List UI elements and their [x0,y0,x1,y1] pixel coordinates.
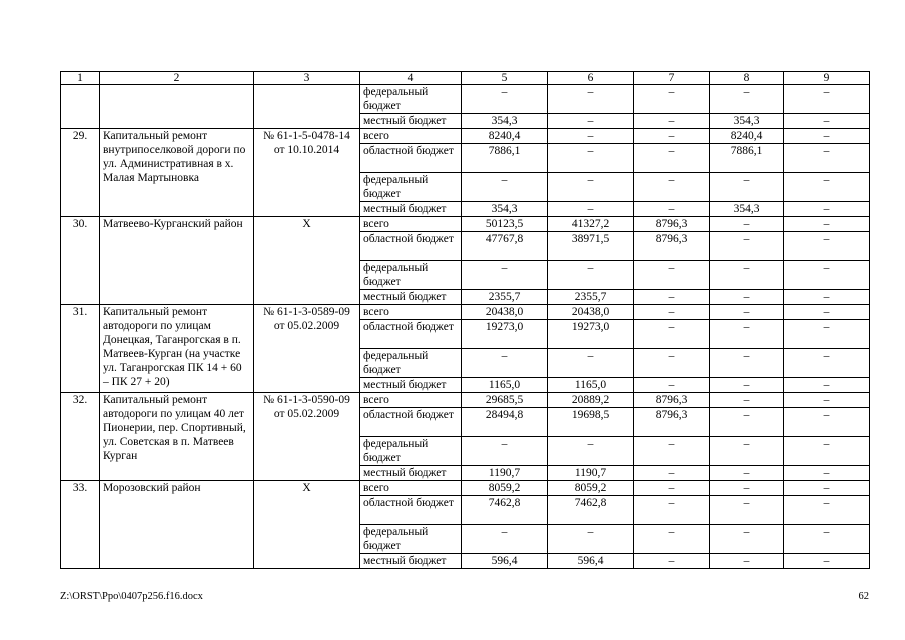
document-cell: Х [254,217,360,305]
value-cell: – [634,349,710,378]
number-cell: 29. [61,129,100,217]
value-cell: – [462,437,548,466]
funding-source-cell: областной бюджет [360,144,462,173]
value-cell: 20438,0 [462,305,548,320]
column-header: 1 [61,72,100,85]
value-cell: – [634,437,710,466]
funding-source-cell: областной бюджет [360,232,462,261]
value-cell: – [634,144,710,173]
value-cell: 8796,3 [634,232,710,261]
footer-page-number: 62 [858,591,869,602]
object-name-cell [100,85,254,129]
value-cell: – [634,290,710,305]
value-cell: – [634,320,710,349]
document-cell: № 61-1-3-0589-09 от 05.02.2009 [254,305,360,393]
value-cell: – [634,305,710,320]
value-cell: – [710,554,784,569]
value-cell: – [634,173,710,202]
value-cell: – [784,202,870,217]
funding-source-cell: местный бюджет [360,202,462,217]
table-row [61,217,870,232]
value-cell: 19273,0 [462,320,548,349]
value-cell: 19698,5 [548,408,634,437]
value-cell: 29685,5 [462,393,548,408]
value-cell: 7462,8 [462,496,548,525]
value-cell: – [548,114,634,129]
value-cell: – [710,261,784,290]
value-cell: – [548,202,634,217]
value-cell: – [634,129,710,144]
value-cell: – [634,525,710,554]
number-cell: 30. [61,217,100,305]
column-header: 3 [254,72,360,85]
value-cell: 41327,2 [548,217,634,232]
value-cell: – [548,437,634,466]
value-cell: – [784,217,870,232]
object-name-cell: Матвеево-Курганский район [100,217,254,305]
funding-source-cell: всего [360,129,462,144]
funding-source-cell: областной бюджет [360,320,462,349]
value-cell: – [634,378,710,393]
value-cell: 50123,5 [462,217,548,232]
value-cell: 7462,8 [548,496,634,525]
column-header: 4 [360,72,462,85]
value-cell: – [710,173,784,202]
value-cell: – [710,525,784,554]
value-cell: – [784,349,870,378]
value-cell: – [784,393,870,408]
value-cell: – [710,320,784,349]
value-cell: 20889,2 [548,393,634,408]
value-cell: 8796,3 [634,217,710,232]
value-cell: – [548,129,634,144]
value-cell: – [462,349,548,378]
value-cell: – [548,85,634,114]
value-cell: – [784,129,870,144]
value-cell: – [710,408,784,437]
column-header: 9 [784,72,870,85]
value-cell: – [710,437,784,466]
funding-source-cell: всего [360,217,462,232]
column-header: 7 [634,72,710,85]
value-cell: – [548,525,634,554]
value-cell: 7886,1 [710,144,784,173]
value-cell: – [784,496,870,525]
object-name-cell: Морозовский район [100,481,254,569]
column-header: 2 [100,72,254,85]
value-cell: 8796,3 [634,408,710,437]
funding-source-cell: всего [360,305,462,320]
funding-source-cell: федеральный бюджет [360,349,462,378]
value-cell: – [634,261,710,290]
value-cell: – [548,349,634,378]
value-cell: – [462,525,548,554]
value-cell: 19273,0 [548,320,634,349]
footer-file-path: Z:\ORST\Ppo\0407p256.f16.docx [60,591,203,602]
number-cell [61,85,100,129]
funding-source-cell: всего [360,393,462,408]
value-cell: 354,3 [710,114,784,129]
value-cell: – [784,261,870,290]
value-cell: 354,3 [462,114,548,129]
column-header: 6 [548,72,634,85]
value-cell: – [634,466,710,481]
value-cell: – [784,144,870,173]
value-cell: – [710,349,784,378]
value-cell: – [710,496,784,525]
value-cell: – [462,173,548,202]
value-cell: 1165,0 [462,378,548,393]
value-cell: 8059,2 [462,481,548,496]
column-header: 5 [462,72,548,85]
value-cell: 38971,5 [548,232,634,261]
object-name-cell: Капитальный ремонт автодороги по улицам 40 лет Пионерии, пер. Спортивный, ул. Советская в п. Матвеев Курган [100,393,254,481]
value-cell: 2355,7 [462,290,548,305]
table-row [61,129,870,144]
value-cell: 596,4 [548,554,634,569]
funding-source-cell: местный бюджет [360,554,462,569]
value-cell: 596,4 [462,554,548,569]
value-cell: – [784,466,870,481]
funding-source-cell: местный бюджет [360,466,462,481]
document-cell: № 61-1-3-0590-09 от 05.02.2009 [254,393,360,481]
funding-source-cell: всего [360,481,462,496]
value-cell: – [710,378,784,393]
value-cell: – [784,173,870,202]
value-cell: 354,3 [462,202,548,217]
funding-source-cell: местный бюджет [360,378,462,393]
value-cell: – [634,496,710,525]
value-cell: – [710,481,784,496]
funding-source-cell: местный бюджет [360,114,462,129]
value-cell: – [784,232,870,261]
value-cell: 8796,3 [634,393,710,408]
value-cell: – [548,261,634,290]
value-cell: – [784,114,870,129]
column-header: 8 [710,72,784,85]
value-cell: – [462,85,548,114]
value-cell: – [784,525,870,554]
funding-source-cell: федеральный бюджет [360,173,462,202]
number-cell: 31. [61,305,100,393]
value-cell: – [634,481,710,496]
object-name-cell: Капитальный ремонт автодороги по улицам Донецкая, Таганрогская в п. Матвеев-Курган (на участке ул. Таганрогская ПК 14 + 60 – ПК 27 + 20) [100,305,254,393]
number-cell: 33. [61,481,100,569]
value-cell: 1190,7 [462,466,548,481]
table-row [61,85,870,114]
value-cell: 1165,0 [548,378,634,393]
value-cell: – [710,305,784,320]
table-header-row [61,72,870,85]
value-cell: – [710,466,784,481]
value-cell: 8059,2 [548,481,634,496]
funding-source-cell: федеральный бюджет [360,261,462,290]
document-cell: Х [254,481,360,569]
object-name-cell: Капитальный ремонт внутрипоселковой дороги по ул. Административная в х. Малая Мартыновка [100,129,254,217]
number-cell: 32. [61,393,100,481]
value-cell: – [784,305,870,320]
value-cell: – [462,261,548,290]
value-cell: – [710,85,784,114]
value-cell: – [634,114,710,129]
value-cell: – [710,290,784,305]
document-cell: № 61-1-5-0478-14 от 10.10.2014 [254,129,360,217]
funding-source-cell: областной бюджет [360,496,462,525]
value-cell: – [710,232,784,261]
value-cell: – [710,217,784,232]
value-cell: – [710,393,784,408]
value-cell: 354,3 [710,202,784,217]
budget-table [60,71,870,569]
value-cell: 8240,4 [462,129,548,144]
funding-source-cell: федеральный бюджет [360,85,462,114]
value-cell: 2355,7 [548,290,634,305]
table-row [61,481,870,496]
value-cell: – [548,173,634,202]
funding-source-cell: местный бюджет [360,290,462,305]
value-cell: – [784,554,870,569]
value-cell: – [784,481,870,496]
value-cell: – [548,144,634,173]
funding-source-cell: федеральный бюджет [360,525,462,554]
funding-source-cell: областной бюджет [360,408,462,437]
value-cell: – [784,320,870,349]
value-cell: – [634,85,710,114]
value-cell: – [784,85,870,114]
value-cell: 1190,7 [548,466,634,481]
document-cell [254,85,360,129]
value-cell: – [784,408,870,437]
value-cell: – [784,437,870,466]
table-row [61,305,870,320]
value-cell: – [784,290,870,305]
value-cell: 28494,8 [462,408,548,437]
value-cell: – [784,378,870,393]
value-cell: 47767,8 [462,232,548,261]
value-cell: – [634,554,710,569]
table-row [61,393,870,408]
value-cell: 20438,0 [548,305,634,320]
value-cell: 8240,4 [710,129,784,144]
value-cell: 7886,1 [462,144,548,173]
funding-source-cell: федеральный бюджет [360,437,462,466]
value-cell: – [634,202,710,217]
